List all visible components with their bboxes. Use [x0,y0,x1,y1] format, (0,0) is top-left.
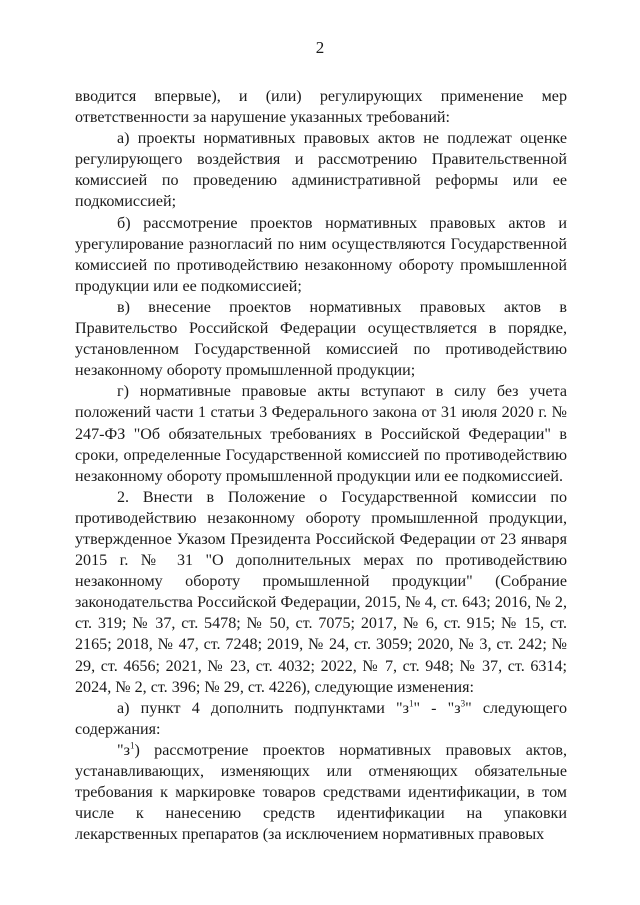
paragraph-item-a: а) проекты нормативных правовых актов не подлежат оценке регулирующего воздействия и рассмотрению Правительственной комиссией по проведению административной реформы или ее подкомиссией; [75,130,567,211]
amendment-text-after: " следующего содержания: [75,699,567,738]
paragraph-item-g: г) нормативные правовые акты вступают в силу без учета положений части 1 статьи 3 Федерального закона от 31 июля 2020 г. № 247-ФЗ "Об обязательных требованиях в Российской Федерации" в сроки, определенные Государственной комиссией по противодействию незаконному обороту промышленной продукции или ее подкомиссией. [75,383,567,485]
paragraph-quoted-subitem [75,740,567,845]
superscript-quote-1: 1 [129,740,135,751]
quote-text-after: ) рассмотрение проектов нормативных правовых актов, устанавливающих, изменяющих или отменяющих обязательные требования к маркировке товаров средствами идентификации, в том числе к нанесению средств идентификации на упаковки лекарственных препаратов (за исключением нормативных правовых [75,741,567,844]
page-number: 2 [315,38,325,57]
amendment-text-before: а) пункт 4 дополнить подпунктами "з [117,699,409,717]
paragraph-item-b: б) рассмотрение проектов нормативных правовых актов и урегулирование разногласий по ним осуществляются Государственной комиссией по противодействию незаконному обороту промышленной продукции или ее подкомиссией; [75,214,567,295]
paragraph-intro: вводится впервые), и (или) регулирующих применение мер ответственности за нарушение указанных требований: [75,88,567,127]
document-body [75,86,567,845]
paragraph-section-2: 2. Внести в Положение о Государственной комиссии по противодействию незаконному обороту промышленной продукции, утвержденное Указом Президента Российской Федерации от 23 января 2015 г. № 31 "О дополнительных мерах по противодействию незаконному обороту промышленной продукции" (Собрание законодательства Российской Федерации, 2015, № 4, ст. 643; 2016, № 2, ст. 319; № 37, ст. 5478; № 50, ст. 7075; 2017, № 6, ст. 915; № 15, ст. 2165; 2018, № 47, ст. 7248; 2019, № 24, ст. 3059; 2020, № 3, ст. 242; № 29, ст. 4656; 2021, № 23, ст. 4032; 2022, № 7, ст. 948; № 37, ст. 6314; 2024, № 2, ст. 396; № 29, ст. 4226), следующие изменения: [75,488,567,696]
paragraph-amendment-a [75,698,567,740]
amendment-text-middle: " - "з [413,699,461,717]
superscript-3: 3 [460,698,466,709]
paragraph-item-v: в) внесение проектов нормативных правовых актов в Правительство Российской Федерации осуществляется в порядке, установленном Государственной комиссией по противодействию незаконному обороту промышленной продукции; [75,298,567,380]
superscript-1: 1 [408,698,414,709]
quote-text-before: "з [117,741,130,759]
